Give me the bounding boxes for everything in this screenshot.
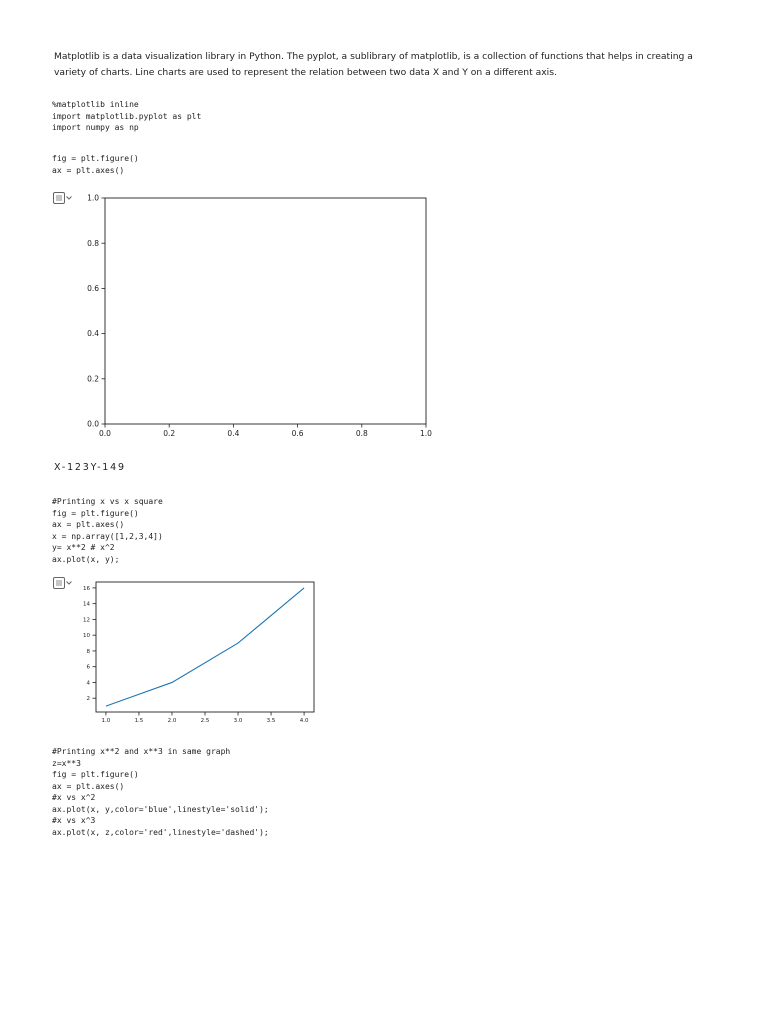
- x-tick-label: 3.0: [233, 718, 243, 724]
- code-line: fig = plt.figure(): [52, 770, 139, 779]
- code-line: import matplotlib.pyplot as plt: [52, 111, 202, 121]
- x-tick-label: 1.0: [101, 718, 111, 724]
- x-tick-label: 0.0: [99, 429, 111, 438]
- code-line: ax.plot(x, y,color='blue',linestyle='solid');: [52, 804, 269, 814]
- empty-axes-chart: [80, 190, 440, 440]
- code-line: ax = plt.axes(): [52, 165, 125, 175]
- code-line: #Printing x**2 and x**3 in same graph: [52, 747, 231, 756]
- y-tick-label: 6: [86, 664, 90, 671]
- x-tick-label: 0.8: [355, 429, 368, 438]
- code-cell-imports: [52, 99, 201, 134]
- y-tick-label: 0.6: [87, 284, 99, 294]
- code-line: ax.plot(x, y);: [52, 554, 120, 564]
- x-tick-label: 0.4: [227, 429, 240, 438]
- code-cell-square: [52, 496, 163, 565]
- code-line: import numpy as np: [52, 123, 139, 132]
- x-tick-label: 0.2: [163, 429, 176, 438]
- code-cell-cube: [52, 746, 269, 838]
- y-tick-label: 2: [86, 696, 90, 703]
- x-tick-label: 3.5: [266, 718, 276, 724]
- x-tick-label: 1.0: [420, 429, 432, 438]
- code-line: ax.plot(x, z,color='red',linestyle='dashed');: [52, 827, 269, 837]
- code-line: y= x**2 # x^2: [52, 543, 115, 552]
- code-line: #Printing x vs x square: [52, 497, 163, 506]
- y-tick-label: 0.2: [87, 374, 99, 384]
- output-toggle-icon[interactable]: [53, 577, 73, 589]
- y-tick-label: 1.0: [87, 193, 99, 203]
- x-tick-label: 2.0: [167, 718, 177, 724]
- code-line: fig = plt.figure(): [52, 154, 139, 163]
- square-line-chart: [80, 575, 320, 727]
- code-line: x = np.array([1,2,3,4]): [52, 531, 163, 541]
- y-tick-label: 16: [83, 585, 90, 592]
- caption-text: X-123Y-149: [54, 462, 126, 473]
- intro-paragraph: Matplotlib is a data visualization library in Python. The pyplot, a sublibrary of matplotlib, is a collection of functions that helps in creating a variety of charts. Line charts are used to represent the relation between two data X and Y on a different axis.: [54, 51, 693, 78]
- y-tick-label: 8: [86, 648, 90, 655]
- y-tick-label: 4: [86, 680, 90, 687]
- code-line: #x vs x^3: [52, 816, 96, 825]
- code-cell-figure: [52, 153, 139, 176]
- y-tick-label: 12: [83, 617, 90, 624]
- x-tick-label: 1.5: [134, 718, 144, 724]
- y-tick-label: 0.4: [87, 329, 99, 339]
- series-line: [106, 588, 304, 706]
- output-toggle-icon[interactable]: [53, 192, 73, 204]
- code-line: %matplotlib inline: [52, 100, 139, 109]
- x-tick-label: 4.0: [299, 718, 309, 724]
- y-tick-label: 10: [83, 633, 90, 640]
- code-line: z=x**3: [52, 758, 81, 768]
- code-line: ax = plt.axes(): [52, 781, 125, 791]
- code-line: #x vs x^2: [52, 793, 96, 802]
- code-line: fig = plt.figure(): [52, 508, 139, 518]
- x-tick-label: 2.5: [200, 718, 210, 724]
- x-tick-label: 0.6: [291, 429, 304, 438]
- y-tick-label: 14: [83, 601, 90, 608]
- plot-frame: [96, 582, 314, 712]
- plot-frame: [105, 198, 426, 424]
- code-line: ax = plt.axes(): [52, 520, 125, 529]
- y-tick-label: 0.0: [87, 419, 99, 429]
- y-tick-label: 0.8: [87, 238, 99, 248]
